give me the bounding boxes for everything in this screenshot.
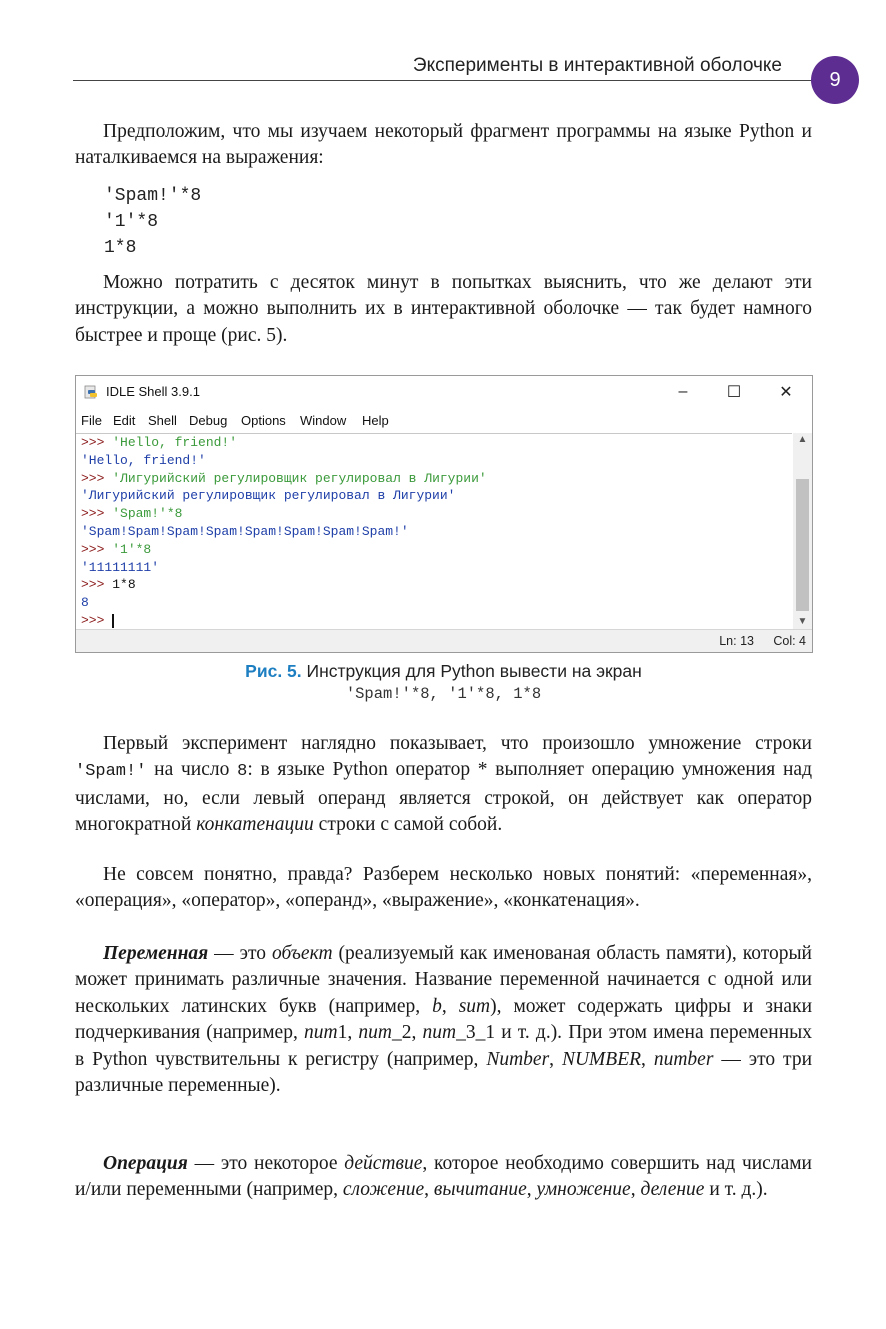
status-bar — [76, 629, 812, 652]
definition-variable: Переменная — это объект (реализуемый как именованая область памяти), который может принимать различные значения. Название переменной начинается с одной или нескольких латинских букв (например, b, sum), может содержать цифры и знаки подчеркивания (например, num1, num_2, num_3_1 и т. д.). При этом имена переменных в Python чувствительны к регистру (например, Number, NUMBER, number — это три различные переменные). — [75, 943, 813, 1097]
code-listing — [104, 183, 201, 261]
text-cursor — [112, 614, 114, 628]
menu-file[interactable]: File — [81, 413, 102, 428]
shell-line: >>> 'Hello, friend!' — [81, 435, 238, 450]
shell-line: '11111111' — [81, 559, 160, 575]
scroll-up-icon[interactable]: ▲ — [797, 434, 808, 445]
status-col: Col: 4 — [773, 634, 806, 648]
body-paragraph-2: Не совсем понятно, правда? Разберем несколько новых понятий: «переменная», «операция», «оператор», «операнд», «выражение», «конкатенация». — [75, 864, 812, 912]
code-line: 'Spam!'*8 — [104, 186, 202, 206]
body-paragraph-1: Первый эксперимент наглядно показывает, что произошло умножение строки 'Spam!' на число 8: в языке Python оператор * выполняет операцию умножения над числами, но, если левый операнд является строкой, он действует как оператор многократной конкатенации строки с самой собой. — [75, 733, 812, 836]
minimize-button[interactable]: – — [678, 383, 688, 400]
running-header: Эксперименты в интерактивной оболочке — [412, 55, 782, 76]
shell-prompt-line[interactable]: >>> — [76, 612, 792, 630]
intro-paragraph-2: Можно потратить с десяток минут в попытках выяснить, что же делают эти инструкции, а можно выполнить их в интерактивной оболочке — так будет намного быстрее и проще (рис. 5). — [75, 272, 812, 346]
menu-help[interactable]: Help — [362, 413, 389, 428]
maximize-button[interactable]: ☐ — [726, 384, 742, 401]
shell-line: 'Лигурийский регулировщик регулировал в Лигурии' — [81, 488, 456, 504]
scroll-down-icon[interactable]: ▼ — [797, 616, 808, 627]
status-line: Ln: 13 — [719, 634, 754, 648]
menu-debug[interactable]: Debug — [189, 413, 228, 428]
shell-text-area[interactable] — [76, 433, 792, 630]
shell-line: >>> '1'*8 — [81, 541, 152, 557]
shell-line: 'Spam!Spam!Spam!Spam!Spam!Spam!Spam!Spam!' — [81, 523, 409, 539]
page-number-badge: 9 — [811, 56, 859, 104]
intro-paragraph: Предположим, что мы изучаем некоторый фрагмент программы на языке Python и наталкиваемся на выражения: — [75, 121, 812, 169]
vertical-scrollbar[interactable] — [793, 433, 812, 629]
definition-operation: Операция — это некоторое действие, которое необходимо совершить над числами и/или переменными (например, сложение, вычитание, умножение, деление и т. д.). — [75, 1153, 812, 1201]
menu-options[interactable]: Options — [241, 413, 286, 428]
window-title: IDLE Shell 3.9.1 — [106, 384, 200, 399]
code-line: 1*8 — [104, 238, 137, 258]
idle-shell-window — [75, 375, 813, 653]
figure-caption-text: Инструкция для Python вывести на экран — [306, 661, 642, 681]
shell-line: 'Hello, friend!' — [81, 452, 206, 468]
shell-line: >>> 'Spam!'*8 — [81, 506, 183, 522]
menu-bar — [76, 408, 812, 432]
shell-line: >>> 'Лигурийский регулировщик регулировал в Лигурии' — [81, 470, 487, 486]
scroll-thumb[interactable] — [796, 479, 809, 611]
close-button[interactable]: ✕ — [779, 384, 793, 401]
figure-label: Рис. 5. — [245, 661, 302, 681]
shell-line: >>> 1*8 — [81, 577, 136, 593]
figure-caption — [75, 661, 812, 682]
menu-shell[interactable]: Shell — [148, 413, 177, 428]
menu-window[interactable]: Window — [300, 413, 347, 428]
term-variable: Переменная — [103, 943, 209, 964]
header-rule — [73, 80, 813, 81]
menu-edit[interactable]: Edit — [113, 413, 136, 428]
python-idle-icon — [84, 385, 98, 399]
shell-line: 8 — [81, 595, 89, 611]
figure-caption-code: 'Spam!'*8, '1'*8, 1*8 — [345, 685, 542, 703]
code-line: '1'*8 — [104, 212, 159, 232]
term-operation: Операция — [103, 1153, 188, 1174]
title-bar — [76, 376, 812, 408]
